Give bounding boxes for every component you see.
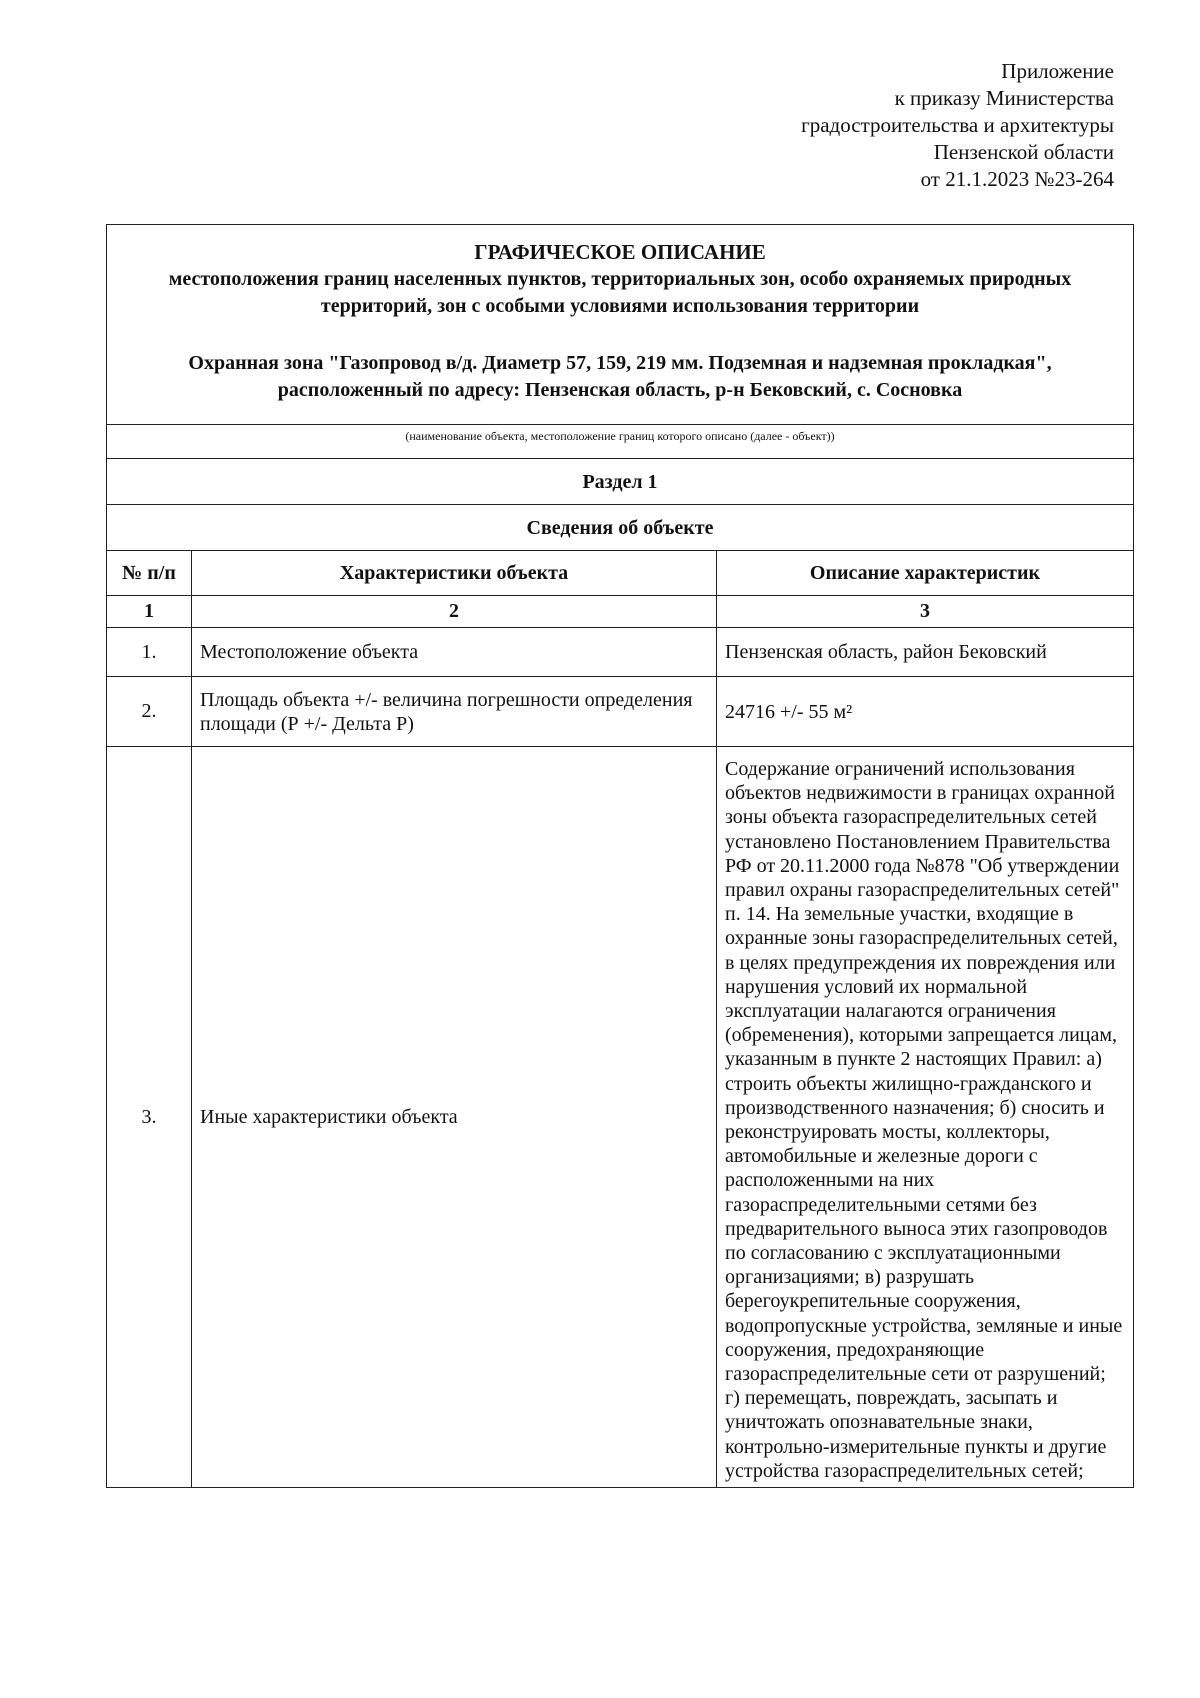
section-title: Сведения об объекте xyxy=(107,504,1133,550)
document-header xyxy=(107,225,1133,424)
column-header: Характеристики объекта xyxy=(192,551,717,596)
object-caption: (наименование объекта, местоположение границ которого описано (далее - объект)) xyxy=(107,424,1133,458)
row-description: Пензенская область, район Бековский xyxy=(717,628,1134,677)
section-number: Раздел 1 xyxy=(107,458,1133,504)
appendix-line: Приложение xyxy=(1001,59,1114,83)
table-row xyxy=(107,628,1133,677)
row-characteristic: Иные характеристики объекта xyxy=(192,747,717,1488)
column-header: Описание характеристик xyxy=(717,551,1134,596)
column-number: 3 xyxy=(717,596,1134,628)
column-header: № п/п xyxy=(107,551,192,596)
column-number: 1 xyxy=(107,596,192,628)
column-number-row xyxy=(107,596,1133,628)
row-number: 3. xyxy=(107,747,192,1488)
row-characteristic: Площадь объекта +/- величина погрешности определения площади (Р +/- Дельта Р) xyxy=(192,677,717,747)
row-description: 24716 +/- 55 м² xyxy=(717,677,1134,747)
column-number: 2 xyxy=(192,596,717,628)
document-frame xyxy=(106,224,1134,1488)
appendix-date-line: от 21.1.2023 №23-264 xyxy=(920,167,1114,191)
table-row xyxy=(107,747,1133,1488)
row-number: 1. xyxy=(107,628,192,677)
document-title: ГРАФИЧЕСКОЕ ОПИСАНИЕ xyxy=(474,240,766,264)
appendix-block xyxy=(801,58,1114,193)
appendix-line: Пензенской области xyxy=(933,140,1114,164)
appendix-line: градостроительства и архитектуры xyxy=(801,113,1114,137)
appendix-line: к приказу Министерства xyxy=(894,86,1114,110)
table-row xyxy=(107,677,1133,747)
row-description: Содержание ограничений использования объектов недвижимости в границах охранной зоны объекта газораспределительных сетей установлено Постановлением Правительства РФ от 20.11.2000 года №878 "Об утверждении правил охраны газораспределительных сетей" п. 14. На земельные участки, входящие в охранные зоны газораспределительных сетей, в целях предупреждения их повреждения или нарушения условий их нормальной эксплуатации налагаются ограничения (обременения), которыми запрещается лицам, указанным в пункте 2 настоящих Правил: а) строить объекты жилищно-гражданского и производственного назначения; б) сносить и реконструировать мосты, коллекторы, автомобильные и железные дороги с расположенными на них газораспределительными сетями без предварительного выноса этих газопроводов по согласованию с эксплуатационными организациями; в) разрушать берегоукрепительные сооружения, водопропускные устройства, земляные и иные сооружения, предохраняющие газораспределительные сети от разрушений; г) перемещать, повреждать, засыпать и уничтожать опознавательные знаки, контрольно-измерительные пункты и другие устройства газораспределительных сетей; xyxy=(717,747,1134,1488)
document-subtitle: местоположения границ населенных пунктов, территориальных зон, особо охраняемых природных территорий, зон с особыми условиями использования территории xyxy=(168,268,1072,317)
object-name: Охранная зона "Газопровод в/д. Диаметр 57, 159, 219 мм. Подземная и надземная прокладкая", расположенный по адресу: Пензенская область, р-н Бековский, с. Сосновка xyxy=(188,352,1052,401)
object-info-table xyxy=(107,550,1133,1487)
table-header-row xyxy=(107,551,1133,596)
row-number: 2. xyxy=(107,677,192,747)
row-characteristic: Местоположение объекта xyxy=(192,628,717,677)
